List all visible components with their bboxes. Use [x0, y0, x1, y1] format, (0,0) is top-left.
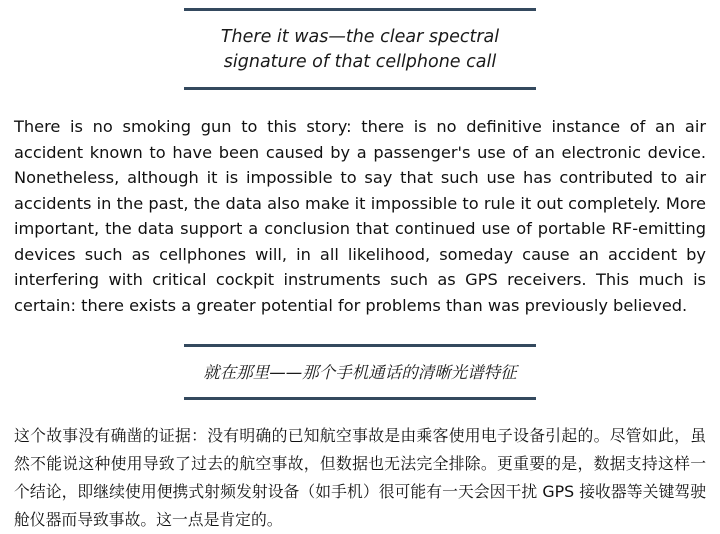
pull-quote-english-text — [184, 25, 536, 75]
pull-quote-chinese-top-rule — [184, 344, 536, 347]
pull-quote-english-line-1: There it was—the clear spectral — [220, 27, 500, 47]
pull-quote-chinese-bottom-rule — [184, 397, 536, 400]
pull-quote-english-line-2: signature of that cellphone call — [223, 52, 497, 72]
body-paragraph-english: There is no smoking gun to this story: there is no definitive instance of an air accident known to have been caused by a passenger's use of an electronic device. Nonetheless, although it is impossible to say that such use has contributed to air accidents in the past, the data also make it impossible to rule it out completely. More important, the data support a conclusion that continued use of portable RF-emitting devices such as cellphones will, in all likelihood, someday cause an accident by interfering with critical cockpit instruments such as GPS receivers. This much is certain: there exists a greater potential for problems than was previously believed. — [14, 117, 706, 315]
body-paragraph-chinese: 这个故事没有确凿的证据：没有明确的已知航空事故是由乘客使用电子设备引起的。尽管如此，虽然不能说这种使用导致了过去的航空事故，但数据也无法完全排除。更重要的是，数据支持这样一个结论，即继续使用便携式射频发射设备（如手机）很可能有一天会因干扰 GPS 接收器等关键驾驶舱仪器而导致事故。这一点是肯定的。 — [14, 426, 706, 529]
pull-quote-top-rule — [184, 8, 536, 11]
pull-quote-bottom-rule — [184, 87, 536, 90]
pull-quote-chinese-text: 就在那里——那个手机通话的清晰光谱特征 — [203, 363, 517, 382]
pull-quote-english — [184, 8, 536, 90]
pull-quote-chinese — [184, 344, 536, 400]
